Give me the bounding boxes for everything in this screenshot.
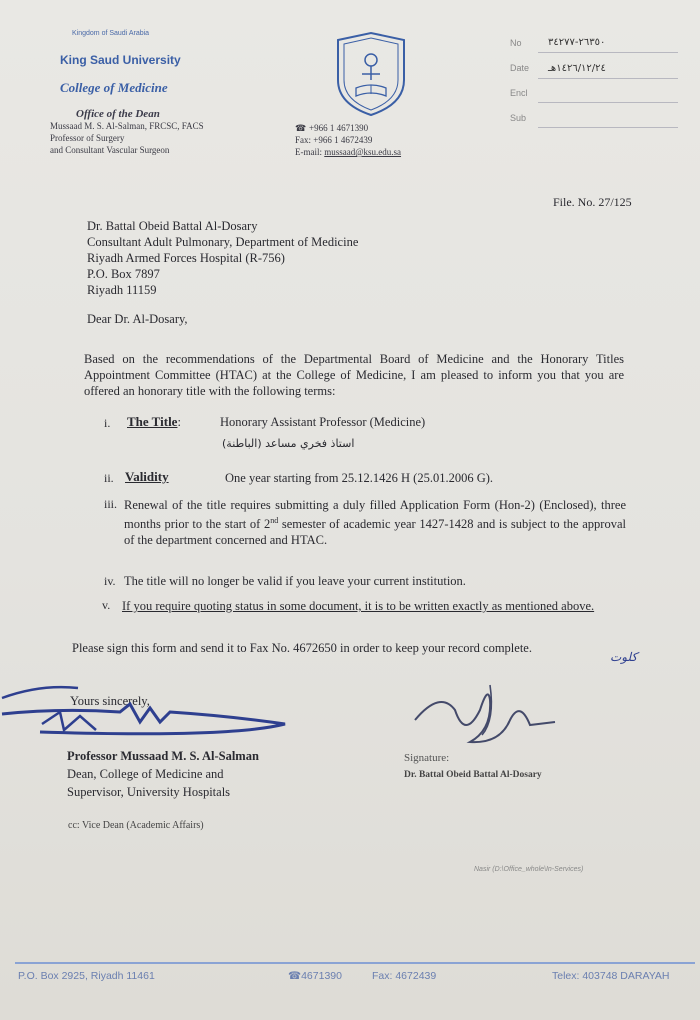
addressee-block [87, 218, 358, 298]
intro-paragraph: Based on the recommendations of the Departmental Board of Medicine and the Honorary Titles Appointment Committee (HTAC) at the College of Medicine, I am pleased to inform you that you are offered an honorary title with the following terms: [84, 352, 624, 398]
no-value: ٢٦٣٥٠-٣٤٢٧٧ [548, 37, 606, 48]
margin-note: كلوت [610, 650, 638, 664]
dean-signature-icon [0, 682, 300, 742]
fax-number: Fax: +966 1 4672439 [295, 135, 373, 145]
term-ii-value: One year starting from 25.12.1426 H (25.01.2006 G). [225, 471, 494, 485]
footer-telex: Telex: 403748 DARAYAH [552, 970, 670, 982]
dean-line-3: and Consultant Vascular Surgeon [50, 145, 170, 155]
no-label: No [510, 38, 522, 48]
sub-rule [538, 127, 678, 128]
contact-block [295, 122, 401, 158]
no-rule [538, 52, 678, 53]
signer-title-1: Dean, College of Medicine and [67, 767, 224, 781]
term-iii-text: Renewal of the title requires submitting a duly filled Application Form (Hon-2) (Enclosed), three months prior to the start of 2nd semester of academic year 1427-1428 and is subject to the approval of the department concerned and HTAC. [124, 498, 626, 548]
encl-label: Encl [510, 88, 528, 98]
signer-title-2: Supervisor, University Hospitals [67, 785, 231, 799]
footer-fax: Fax: 4672439 [372, 970, 437, 982]
office-name: Office of the Dean [76, 108, 160, 120]
addressee-line: Dr. Battal Obeid Battal Al-Dosary [87, 219, 258, 233]
closing-salutation: Yours sincerely, [70, 694, 150, 708]
encl-rule [538, 102, 678, 103]
sub-label: Sub [510, 113, 527, 123]
term-iv-number: iv. [104, 574, 116, 588]
file-number: File. No. 27/125 [553, 195, 632, 209]
footer-rule [15, 962, 695, 964]
college-name: College of Medicine [60, 80, 168, 95]
phone-icon: ☎ [288, 970, 302, 982]
addressee-line: Riyadh Armed Forces Hospital (R-756) [87, 251, 285, 265]
signature-label: Signature: [404, 752, 450, 764]
cc-line: cc: Vice Dean (Academic Affairs) [68, 820, 204, 831]
term-i-arabic: استاذ فخري مساعد (الباطنة) [222, 437, 355, 450]
term-iv-text: The title will no longer be valid if you leave your current institution. [124, 574, 466, 588]
university-name: King Saud University [60, 53, 181, 67]
term-i-number: i. [104, 416, 111, 430]
addressee-line: Consultant Adult Pulmonary, Department of Medicine [87, 235, 359, 249]
term-v-text: If you require quoting status in some document, it is to be written exactly as mentioned above. [122, 599, 595, 613]
phone-icon: ☎ [295, 123, 307, 133]
term-ii-number: ii. [104, 471, 114, 485]
email-label: E-mail: [295, 147, 322, 157]
date-label: Date [510, 63, 530, 73]
term-v-number: v. [102, 598, 111, 612]
salutation: Dear Dr. Al-Dosary, [87, 312, 188, 326]
closing-paragraph: Please sign this form and send it to Fax No. 4672650 in order to keep your record complete. [72, 641, 532, 655]
phone-number: +966 1 4671390 [309, 123, 369, 133]
email-link[interactable]: mussaad@ksu.edu.sa [324, 147, 402, 157]
recipient-signature-name: Dr. Battal Obeid Battal Al-Dosary [404, 770, 542, 780]
footer-pobox: P.O. Box 2925, Riyadh 11461 [18, 970, 155, 982]
dean-line-1: Mussaad M. S. Al-Salman, FRCSC, FACS [50, 121, 204, 131]
addressee-line: Riyadh 11159 [87, 283, 157, 297]
addressee-line: P.O. Box 7897 [87, 267, 160, 281]
term-i-label: The Title [127, 414, 178, 429]
signer-name: Professor Mussaad M. S. Al-Salman [67, 749, 259, 763]
date-rule [538, 78, 678, 79]
term-i-value: Honorary Assistant Professor (Medicine) [220, 415, 426, 429]
term-i [104, 414, 110, 432]
file-path: Nasir (D:\Office_whole\In-Services) [474, 866, 584, 873]
kingdom-line: Kingdom of Saudi Arabia [72, 30, 150, 37]
term-ii-label: Validity [125, 469, 169, 484]
recipient-signature-icon [410, 680, 560, 750]
dean-line-2: Professor of Surgery [50, 133, 125, 143]
date-value: ١٤٢٦/١٢/٢٤هـ [548, 63, 606, 74]
university-seal-icon [332, 30, 410, 118]
dean-credentials [50, 120, 204, 156]
footer-tel: ☎4671390 [288, 970, 342, 982]
term-iii-number: iii. [104, 497, 118, 511]
term-i-colon: : [177, 415, 181, 429]
